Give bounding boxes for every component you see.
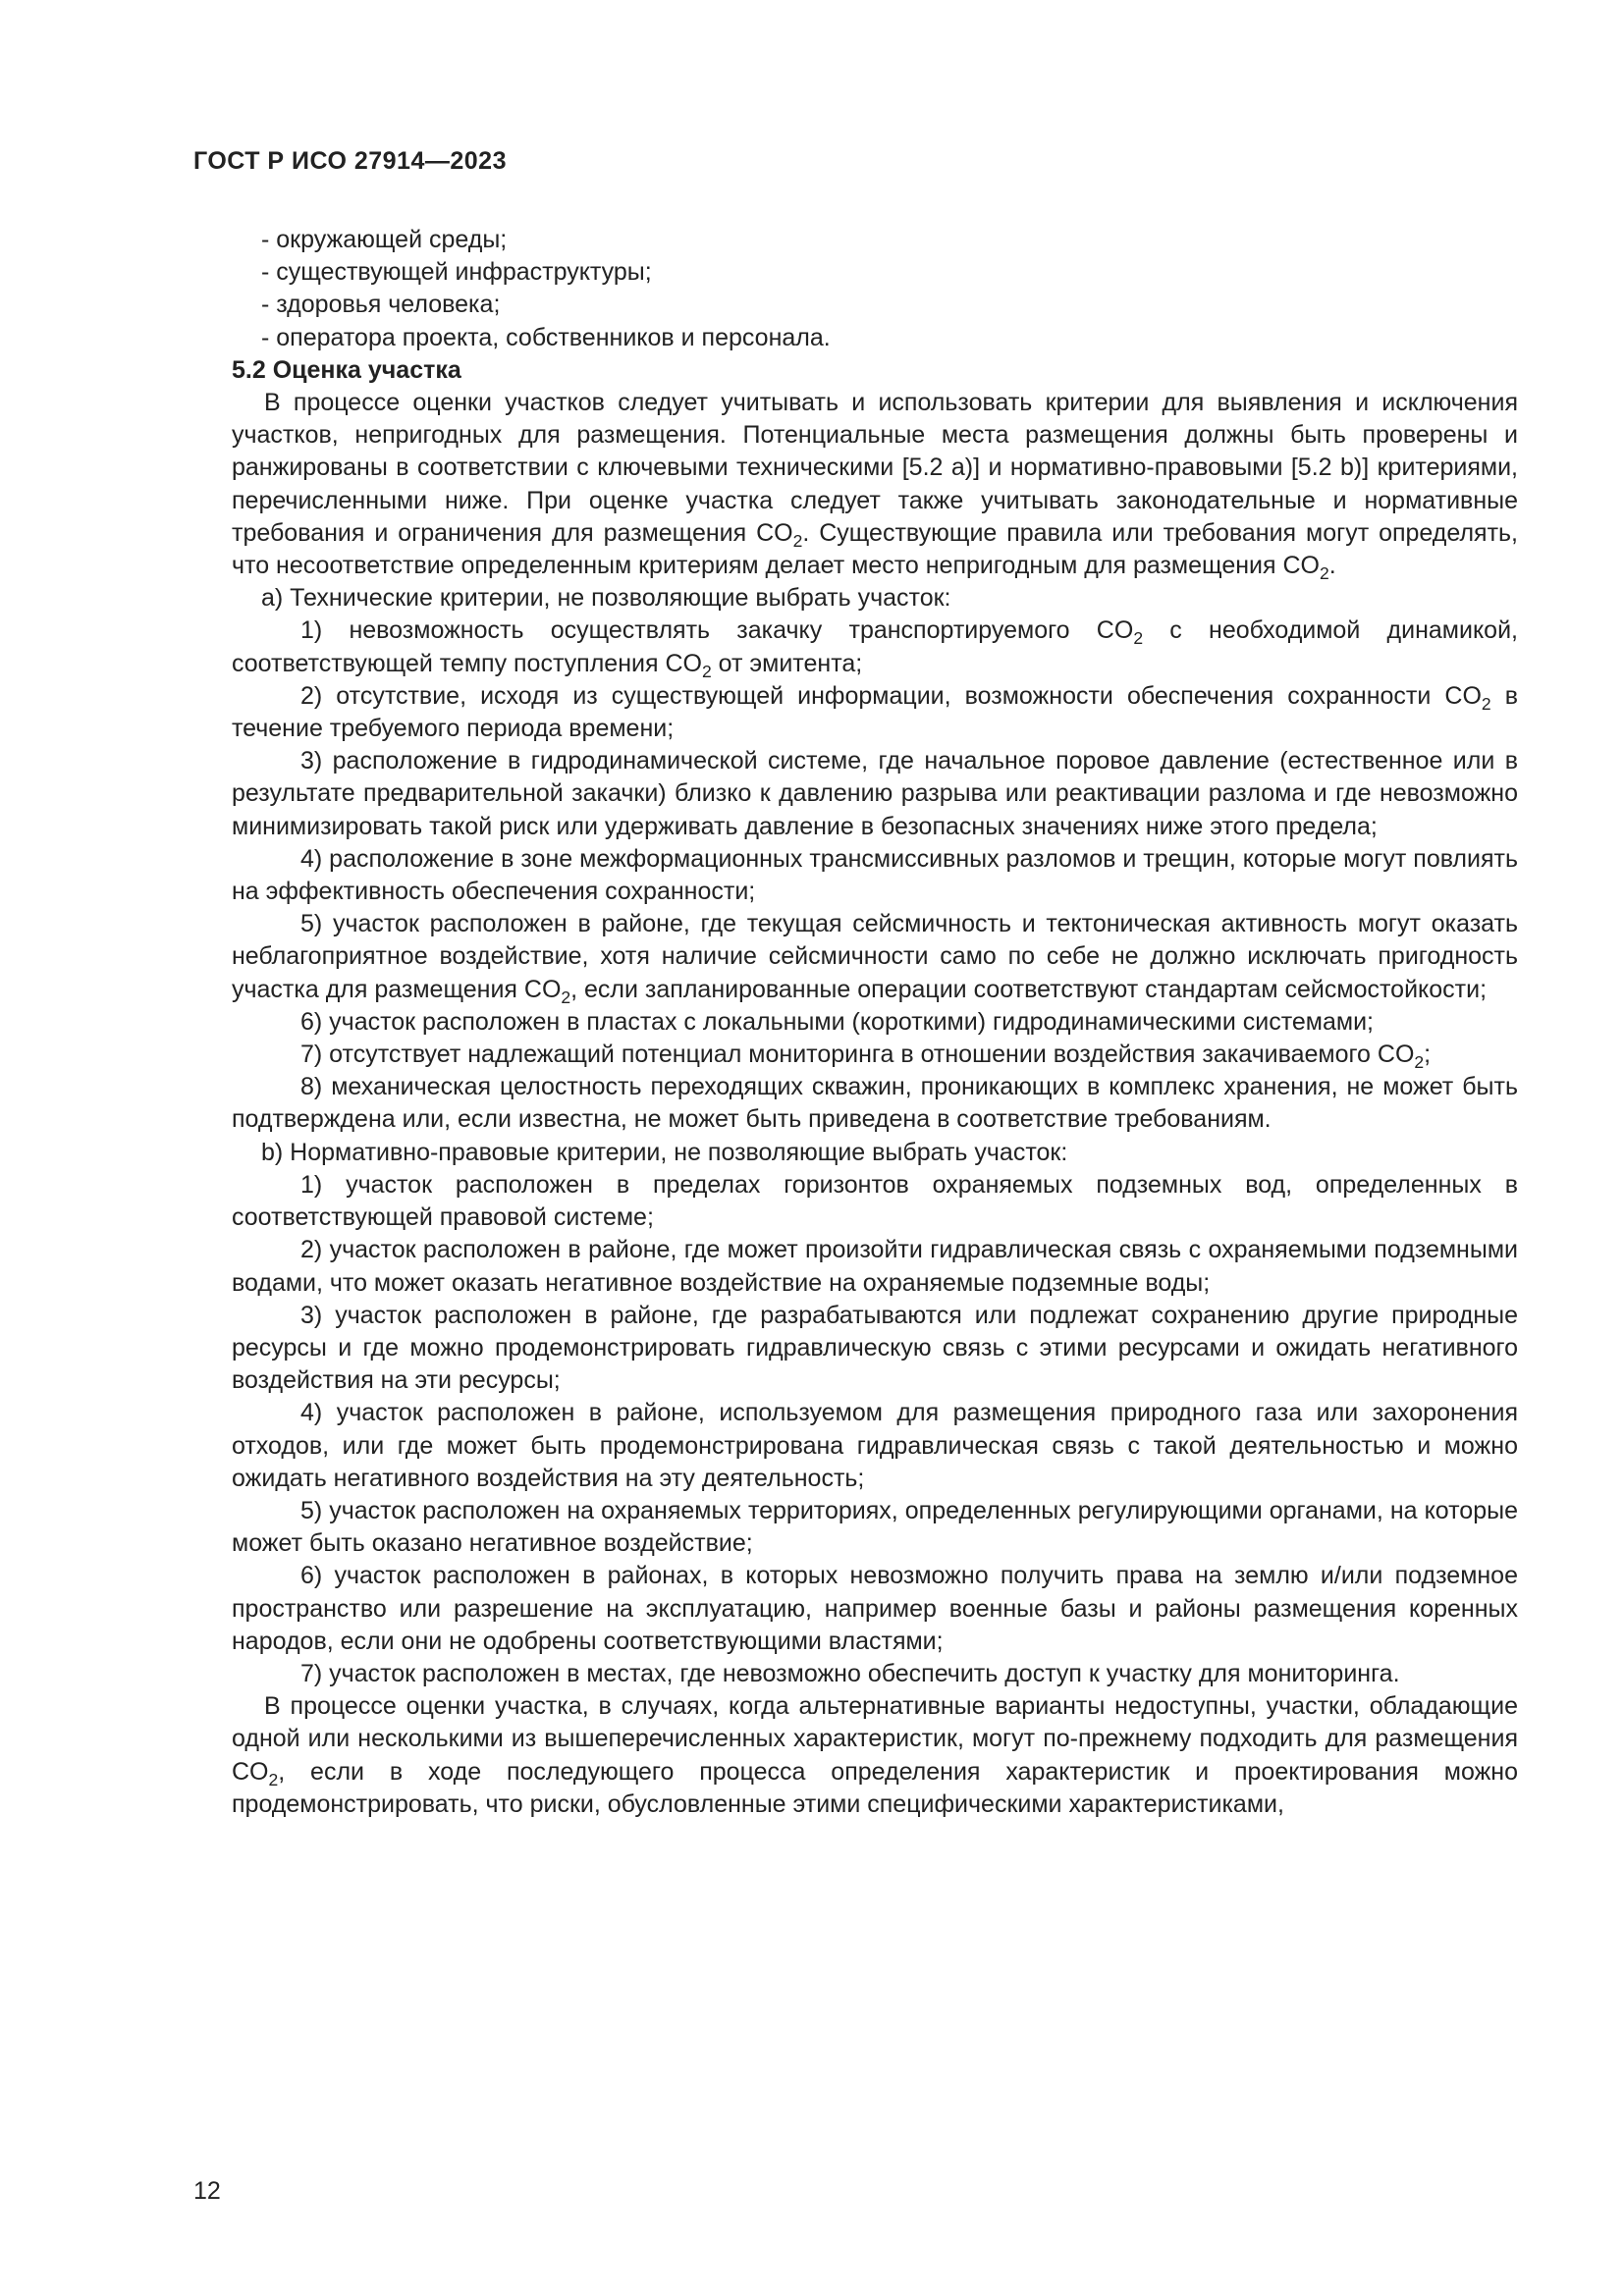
tech-item-3: 3) расположение в гидродинамической системе, где начальное поровое давление (естественное или в результате предварительной закачки) близко к давлению разрыва или реактивации разлома и где невозможно минимизировать такой риск или удерживать давление в безопасных значениях ниже этого предела; [232,747,1518,840]
tech-criteria-heading: a) Технические критерии, не позволяющие выбрать участок: [261,584,951,613]
reg-item-4: 4) участок расположен в районе, используемом для размещения природного газа или захоронения отходов, или где может быть продемонстрирована гидравлическая связь с такой деятельностью и можно ожидать негативного воздействия на эту деятельность; [232,1399,1518,1492]
reg-item-7: 7) участок расположен в местах, где невозможно обеспечить доступ к участку для мониторинга. [300,1659,1400,1687]
paragraph-closing: В процессе оценки участка, в случаях, когда альтернативные варианты недоступны, участки, обладающие одной или несколькими из вышеперечисленных характеристик, могут по-прежнему подходить для размещения $CO_2$, если в ходе последующего процесса определения характеристик и проектирования можно продемонстрировать, что риски, обусловленные этими специфическими характеристиками, [232,1692,1518,1818]
tech-item-2: 2) отсутствие, исходя из существующей информации, возможности обеспечения сохранности $CO_2$ в течение требуемого периода времени; [232,681,1518,743]
reg-item-2: 2) участок расположен в районе, где может произойти гидравлическая связь с охраняемыми подземными водами, что может оказать негативное воздействие на охраняемые подземные воды; [232,1236,1518,1297]
paragraph-intro: В процессе оценки участков следует учитывать и использовать критерии для выявления и исключения участков, непригодных для размещения. Потенциальные места размещения должны быть проверены и ранжированы в соответствии с ключевыми техническими [5.2 а)] и нормативно-правовыми [5.2 b)] критериями, перечисленными ниже. При оценке участка следует также учитывать законодательные и нормативные требования и ограничения для размещения $CO_2$. Существующие правила или требования могут определять, что несоответствие определенным критериям делает место непригодным для размещения $CO_2$. [232,389,1518,584]
list-item: - существующей инфраструктуры; [261,258,652,287]
tech-item-4: 4) расположение в зоне межформационных трансмиссивных разломов и трещин, которые могут повлиять на эффективность обеспечения сохранности; [232,844,1518,906]
tech-item-8: 8) механическая целостность переходящих скважин, проникающих в комплекс хранения, не может быть подтверждена или, если известна, не может быть приведена в соответствие требованиям. [232,1073,1518,1134]
list-item: - оператора проекта, собственников и персонала. [261,323,831,351]
reg-item-6: 6) участок расположен в районах, в которых невозможно получить права на землю и/или подземное пространство или разрешение на эксплуатацию, например военные базы и районы размещения коренных народов, если они не одобрены соответствующими властями; [232,1562,1518,1655]
tech-item-6: 6) участок расположен в пластах с локальными (короткими) гидродинамическими системами; [300,1007,1374,1036]
intro-list [232,224,1518,354]
tech-item-7: 7) отсутствует надлежащий потенциал мониторинга в отношении воздействия закачиваемого $CO_2$; [300,1041,1432,1073]
reg-item-3: 3) участок расположен в районе, где разрабатываются или подлежат сохранению другие природные ресурсы и где можно продемонстрировать гидравлическую связь с этими ресурсами и ожидать негативного воздействия на эти ресурсы; [232,1301,1518,1395]
page-number: 12 [193,2177,221,2205]
reg-item-5: 5) участок расположен на охраняемых территориях, определенных регулирующими органами, на которые может быть оказано негативное воздействие; [232,1496,1518,1558]
section-title: 5.2 Оценка участка [232,355,461,384]
tech-item-1: 1) невозможность осуществлять закачку транспортируемого $CO_2$ с необходимой динамикой, соответствующей темпу поступления $CO_2$ от эмитента; [232,616,1518,681]
reg-item-1: 1) участок расположен в пределах горизонтов охраняемых подземных вод, определенных в соответствующей правовой системе; [232,1170,1518,1232]
tech-item-5: 5) участок расположен в районе, где текущая сейсмичность и тектоническая активность могут оказать неблагоприятное воздействие, хотя наличие сейсмичности само по себе не должно исключать пригодность участка для размещения $CO_2$, если запланированные операции соответствуют стандартам сейсмостойкости; [232,910,1518,1007]
page-content [232,224,1518,1821]
document-header: ГОСТ Р ИСО 27914—2023 [193,147,507,175]
list-item: - окружающей среды; [261,226,508,253]
reg-criteria-heading: b) Нормативно-правовые критерии, не позволяющие выбрать участок: [261,1138,1068,1166]
list-item: - здоровья человека; [261,291,501,319]
